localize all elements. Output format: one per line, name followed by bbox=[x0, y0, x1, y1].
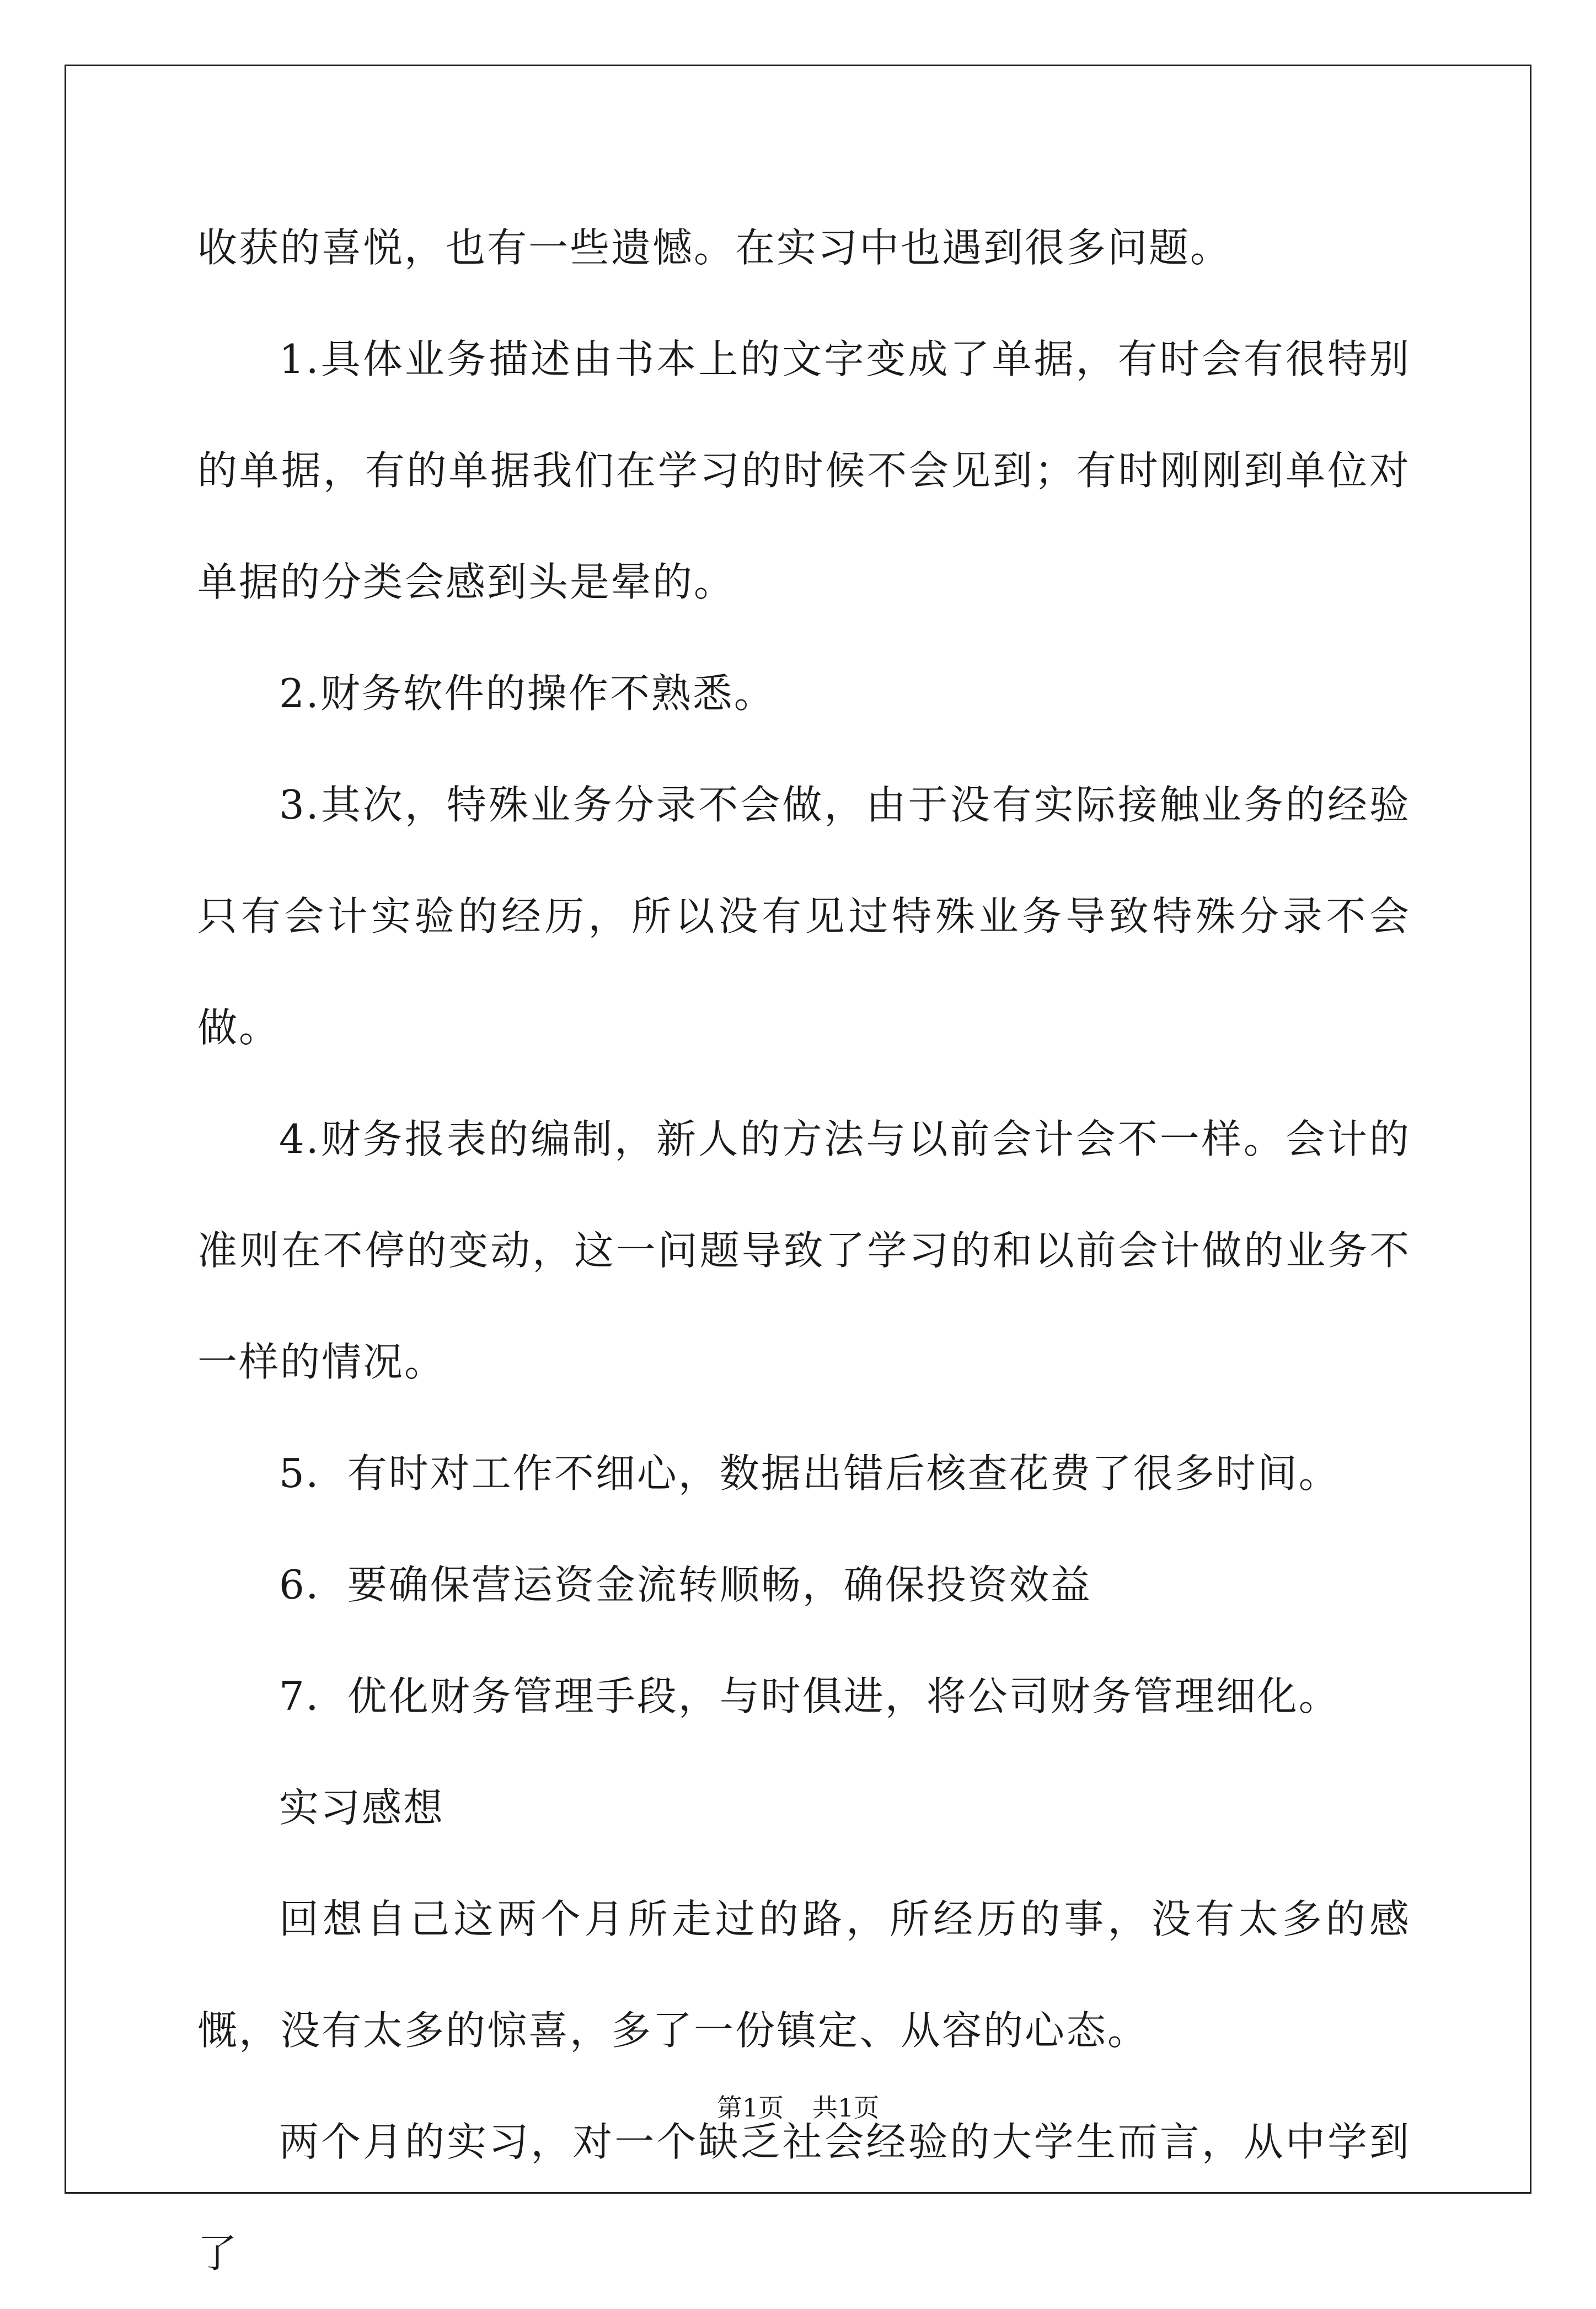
paragraph: 3.其次，特殊业务分录不会做，由于没有实际接触业务的经验只有会计实验的经历，所以没有见过特殊业务导致特殊分录不会做。 bbox=[197, 782, 1411, 1051]
paragraph: 2.财务软件的操作不熟悉。 bbox=[279, 670, 775, 717]
paragraph: 两个月的实习，对一个缺乏社会经验的大学生而言，从中学到了 bbox=[197, 2119, 1411, 2276]
paragraph: 5．有时对工作不细心，数据出错后核查花费了很多时间。 bbox=[279, 1450, 1340, 1496]
paragraph: 回想自己这两个月所走过的路，所经历的事，没有太多的感慨，没有太多的惊喜，多了一份镇定、从容的心态。 bbox=[197, 1896, 1411, 2054]
page-footer bbox=[0, 2088, 1596, 2124]
document-body bbox=[197, 192, 1411, 2309]
page-total: 共1页 bbox=[812, 2093, 880, 2123]
paragraph: 7．优化财务管理手段，与时俱进，将公司财务管理细化。 bbox=[279, 1673, 1340, 1719]
paragraph: 4.财务报表的编制，新人的方法与以前会计会不一样。会计的准则在不停的变动，这一问题导致了学习的和以前会计做的业务不一样的情况。 bbox=[197, 1116, 1411, 1385]
paragraph: 1.具体业务描述由书本上的文字变成了单据，有时会有很特别的单据，有的单据我们在学习的时候不会见到；有时刚刚到单位对单据的分类会感到头是晕的。 bbox=[197, 336, 1411, 605]
page-number: 第1页 bbox=[716, 2093, 784, 2123]
paragraph: 6．要确保营运资金流转顺畅，确保投资效益 bbox=[279, 1562, 1092, 1608]
paragraph: 收获的喜悦，也有一些遗憾。在实习中也遇到很多问题。 bbox=[197, 225, 1232, 271]
section-heading: 实习感想 bbox=[279, 1784, 445, 1831]
